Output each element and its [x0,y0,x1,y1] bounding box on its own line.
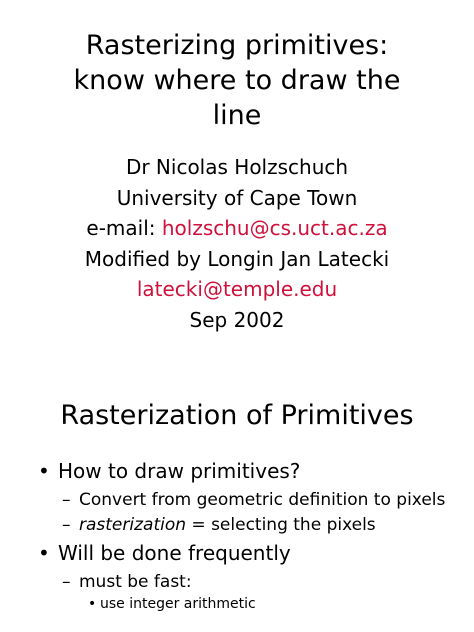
email-label: e-mail: [86,216,162,240]
sub-bullet-item [0,490,474,511]
term-rasterization: rasterization [79,515,187,535]
bullet-item [0,538,474,568]
content-slide [0,380,474,632]
email-link[interactable]: holzschu@cs.uct.ac.za [161,216,388,240]
dash-icon: – [62,515,71,535]
dash-icon: – [62,572,71,592]
slide-title [0,28,474,133]
slide-title: Rasterization of Primitives [60,400,414,431]
dash-icon: – [62,490,71,510]
sub-sub-bullet-text: use integer arithmetic [100,596,256,612]
modifier-email-link[interactable]: latecki@temple.edu [136,277,338,301]
sub-bullet-text: must be fast: [79,572,192,592]
bullet-text: How to draw primitives? [58,459,301,483]
sub-sub-bullet-item [0,595,474,613]
bullet-text: Will be done frequently [58,541,291,565]
bullet-icon: • [38,459,50,483]
date: Sep 2002 [189,307,285,332]
sub-bullet-text: = selecting the pixels [186,515,376,535]
modified-by: Modified by Longin Jan Latecki [84,246,390,271]
author-block [0,152,474,335]
email-line [0,213,474,244]
bullet-icon: • [88,596,97,612]
bullet-item [0,456,474,486]
institution: University of Cape Town [116,185,358,210]
title-line-2: know where to draw the [73,65,401,96]
author-name: Dr Nicolas Holzschuch [125,155,349,179]
bullet-icon: • [38,541,50,565]
sub-bullet-item [0,515,474,536]
sub-bullet-text: Convert from geometric definition to pixels [79,490,446,510]
bullet-list [0,456,474,613]
title-line-3: line [212,100,262,131]
title-line-1: Rasterizing primitives: [85,30,389,61]
sub-bullet-item [0,572,474,593]
